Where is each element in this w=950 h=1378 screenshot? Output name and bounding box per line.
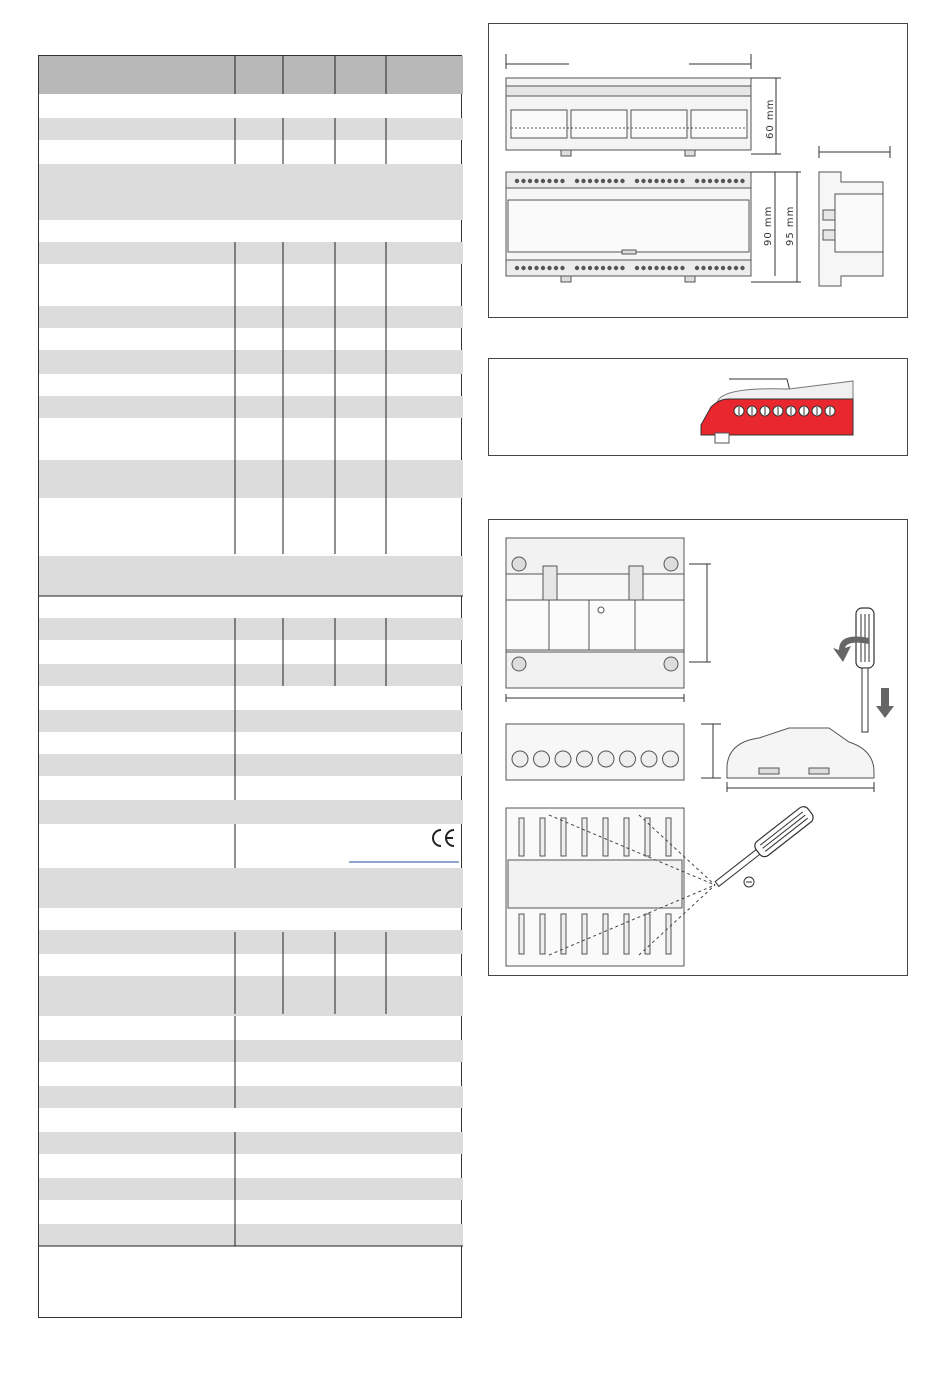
device-side-view: [819, 172, 883, 286]
table-row: [39, 118, 463, 140]
screwdriver-icon: [856, 608, 874, 732]
table-rows: [39, 56, 463, 1246]
table-row: [39, 754, 463, 776]
table-row: [39, 1178, 463, 1200]
table-row: [39, 868, 463, 908]
table-row: [39, 396, 463, 418]
table-row: [39, 556, 463, 596]
device-profile-view: [506, 724, 874, 780]
dimension-60mm: 60 mm: [765, 98, 776, 139]
table-row: [39, 710, 463, 732]
table-header: [39, 56, 463, 94]
table-row: [39, 664, 463, 686]
table-row: [39, 976, 463, 1016]
ce-mark-icon: [433, 830, 454, 846]
dimension-drawing-panel: [488, 23, 908, 318]
table-row: [39, 1040, 463, 1062]
table-row: [39, 242, 463, 264]
device-top-view: [506, 78, 751, 156]
table-row: [39, 800, 463, 824]
terminal-block-panel: [488, 358, 908, 456]
table-row: [39, 1086, 463, 1108]
spec-table-grid: [39, 56, 463, 1319]
dimension-90mm: 90 mm: [763, 205, 774, 246]
table-row: [39, 1132, 463, 1154]
table-column-lines: [235, 56, 386, 1246]
table-row: [39, 164, 463, 220]
screwdriver-angled-icon: [711, 804, 815, 891]
installation-diagram-panel: [488, 519, 908, 976]
table-row: [39, 930, 463, 954]
table-row: [39, 306, 463, 328]
table-row: [39, 618, 463, 640]
dimension-95mm: 95 mm: [785, 205, 796, 246]
table-row: [39, 350, 463, 374]
spec-table: [38, 55, 462, 1318]
minus-circle-icon: [744, 877, 754, 887]
device-front-view: [506, 172, 751, 282]
table-row: [39, 460, 463, 498]
table-row: [39, 1224, 463, 1246]
device-plan-view: [506, 538, 684, 688]
down-arrow-icon: [876, 688, 894, 718]
red-terminal-block: [701, 399, 853, 435]
